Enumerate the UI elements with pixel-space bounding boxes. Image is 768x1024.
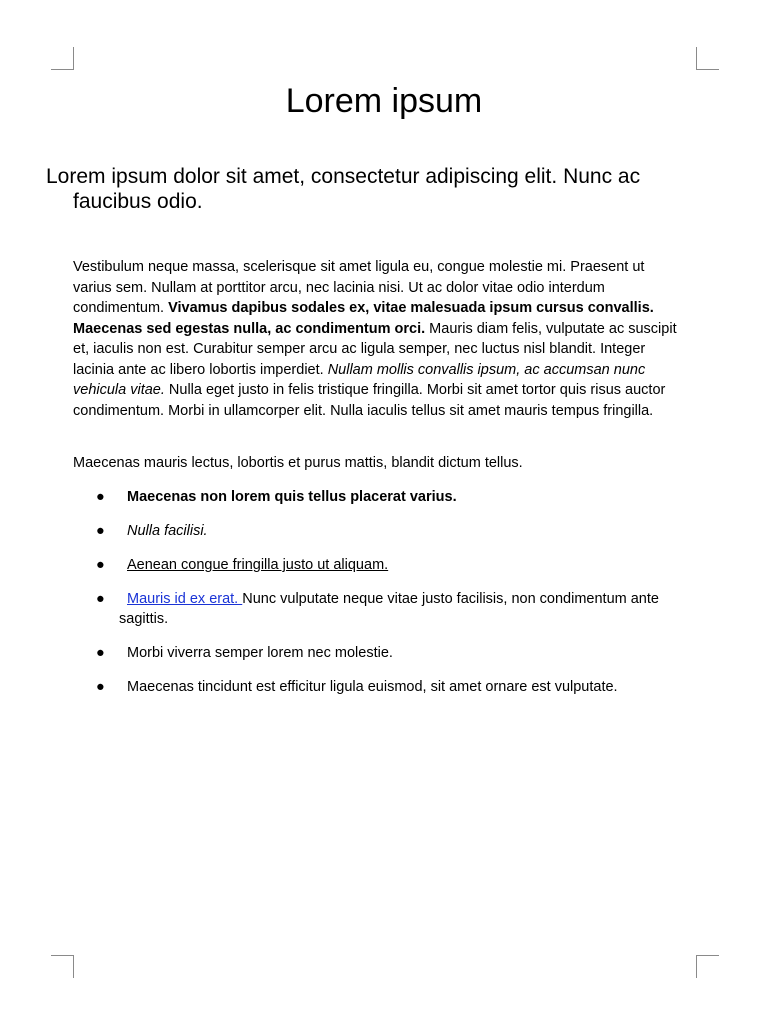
italic-text: Nullam mollis convallis ipsum, ac accumsan nunc vehicula vitae. (73, 361, 646, 398)
list-item-link[interactable]: Mauris id ex erat. (127, 591, 243, 607)
list-item-text: Morbi viverra semper lorem nec molestie. (127, 645, 393, 661)
crop-mark-bottom-left (51, 955, 74, 978)
paragraph-text: Vestibulum neque massa, scelerisque sit amet ligula eu, congue molestie mi. Praesent ut varius sem. Nullam at porttitor arcu, nec lacinia nisi. Ut ac dolor vitae odio interdum condimentum. (73, 259, 645, 316)
paragraph-text: Nulla eget justo in felis tristique fringilla. Morbi sit amet tortor quis risus auctor condimentum. Morbi in ullamcorper elit. Nulla iaculis tellus sit amet mauris tempus fringilla. (73, 382, 666, 419)
list-item (73, 677, 693, 697)
list-item (73, 555, 693, 575)
bullet-icon: ● (96, 591, 105, 607)
body-paragraph-2: Maecenas mauris lectus, lobortis et purus mattis, blandit dictum tellus. (73, 455, 523, 471)
list-item (73, 589, 693, 629)
paragraph-text: Mauris diam felis, vulputate ac suscipit et, iaculis non est. Curabitur semper arcu ac ligula semper, nec luctus nisl blandit. Integer lacinia ante ac libero lobortis imperdiet. (73, 320, 677, 378)
list-item-text: Maecenas non lorem quis tellus placerat varius. (127, 489, 457, 505)
list-item-text: Nunc vulputate neque vitae justo facilisis, non condimentum ante sagittis. (119, 591, 659, 627)
crop-mark-bottom-right (696, 955, 719, 978)
document-title: Lorem ipsum (285, 82, 483, 120)
list-item-text: Nulla facilisi. (127, 523, 208, 539)
body-paragraph-1 (73, 257, 683, 421)
list-item (73, 521, 693, 541)
crop-mark-top-left (51, 47, 74, 70)
list-item (73, 487, 693, 507)
list-item-text: Aenean congue fringilla justo ut aliquam. (127, 557, 389, 573)
bullet-icon: ● (96, 679, 105, 695)
bullet-icon: ● (96, 557, 105, 573)
bold-text: Vivamus dapibus sodales ex, vitae malesuada ipsum cursus convallis. Maecenas sed egestas nulla, ac condimentum orci. (73, 300, 654, 337)
bullet-list (73, 487, 693, 711)
section-heading: Lorem ipsum dolor sit amet, consectetur adipiscing elit. Nunc ac faucibus odio. (46, 165, 641, 213)
crop-mark-top-right (696, 47, 719, 70)
bullet-icon: ● (96, 523, 105, 539)
bullet-icon: ● (96, 489, 105, 505)
list-item-text: Maecenas tincidunt est efficitur ligula euismod, sit amet ornare est vulputate. (127, 679, 618, 695)
bullet-icon: ● (96, 645, 105, 661)
list-item (73, 643, 693, 663)
